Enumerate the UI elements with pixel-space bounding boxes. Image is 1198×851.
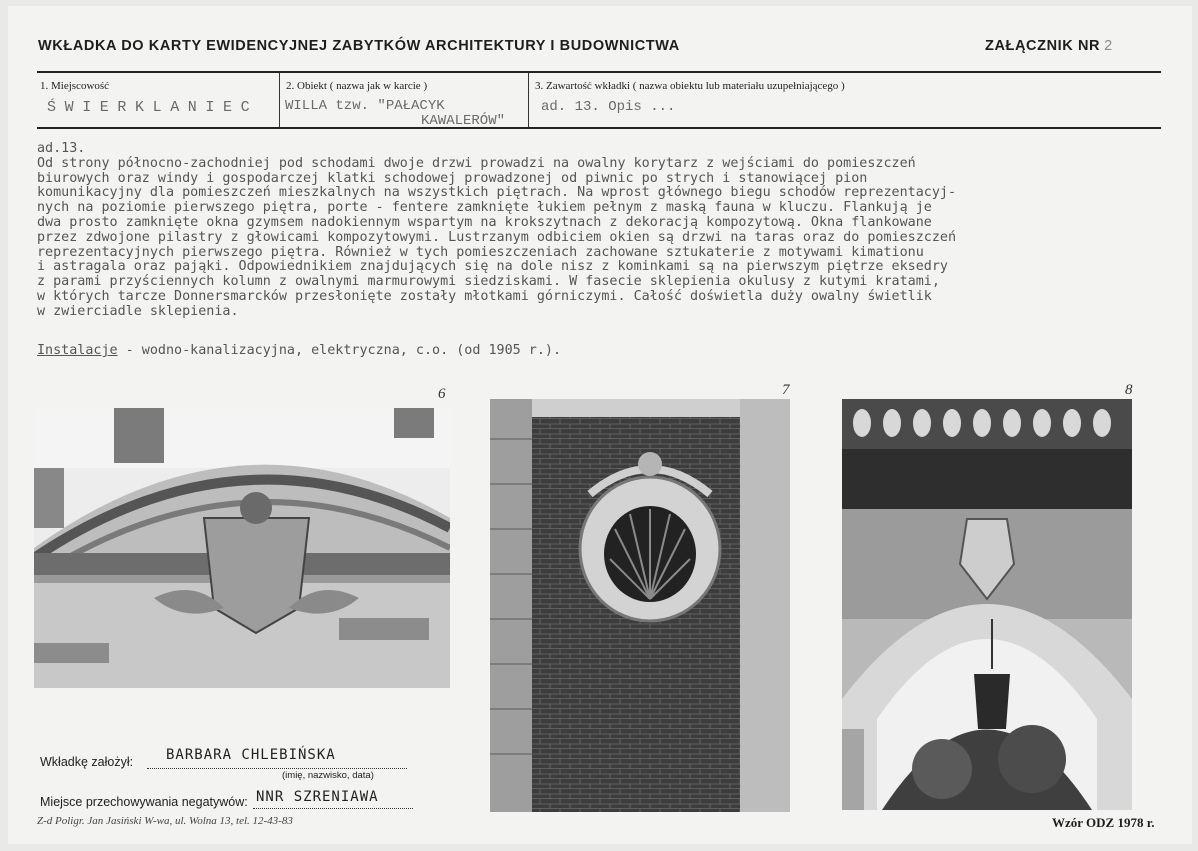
negatives-label: Miejsce przechowywania negatywów:	[40, 795, 248, 809]
description-line: i astragala oraz pająki. Odpowiednikiem znajdujących się na dole nisz z kominkami są na pierwszym piętrze eksedry	[37, 259, 948, 275]
object-value-line2: KAWALERÓW"	[421, 113, 506, 129]
photo-number-8: 8	[1125, 382, 1133, 398]
form-designation: Wzór ODZ 1978 r.	[1052, 815, 1155, 830]
description-line: ad.13.	[37, 141, 86, 156]
field-divider	[528, 73, 529, 127]
founder-hint: (imię, nazwisko, data)	[282, 770, 374, 781]
founder-label: Wkładkę założył:	[40, 755, 134, 769]
description-line: z parami przyściennych kolumn z owalnymi marmurowymi siedziskami. W fasecie sklepienia okulusy z kutymi kratami,	[37, 274, 940, 290]
installations-label: Instalacje	[37, 343, 118, 358]
description-line: reprezentacyjnych pierwszego piętra. Również w tych pomieszczeniach zachowane sztukaterie z motywami kimationu	[37, 244, 924, 260]
object-label: 2. Obiekt ( nazwa jak w karcie )	[286, 80, 428, 92]
description-line: w których tarcze Donnersmarcków przesłonięte zostały młotkami górniczymi. Całość doświetla duży owalny świetlik	[37, 288, 932, 304]
locality-label: 1. Miejscowość	[40, 80, 110, 92]
top-rule	[37, 71, 1161, 73]
description-line: biurowych oraz windy i gospodarczej klatki schodowej prowadzonej od piwnic po strych i stanowiącej pion	[37, 170, 868, 186]
photo-oculus-window	[490, 399, 790, 812]
description-line: Od strony północno-zachodniej pod schodami dwoje drzwi prowadzi na owalny korytarz z wejściami do pomieszczeń	[37, 155, 916, 171]
description-line: nych na poziomie pierwszego piętra, porte - fentere zamknięte łukiem pełnym z maską fauna w kluczu. Flankują je	[37, 200, 932, 216]
description-line: dwa prosto zamknięte okna gzymsem nadokiennym wspartym na krokszytnach z dekoracją kompozytową. Okna flankowane	[37, 214, 932, 230]
attachment-label: ZAŁĄCZNIK NR	[985, 38, 1101, 54]
photo-number-6: 6	[438, 386, 446, 402]
object-value-line1: WILLA tzw. "PAŁACYK	[285, 98, 445, 114]
page-title: WKŁADKA DO KARTY EWIDENCYJNEJ ZABYTKÓW ARCHITEKTURY I BUDOWNICTWA	[38, 38, 680, 54]
photo-number-7: 7	[782, 382, 790, 398]
negatives-value: NNR SZRENIAWA	[256, 789, 379, 805]
locality-value: ŚWIERKLANIEC	[47, 99, 259, 116]
field-divider	[279, 73, 280, 127]
description-line: przez zdwojone pilastry z głowicami kompozytowymi. Lustrzanym odbiciem okien są drzwi na taras oraz do pomieszczeń	[37, 229, 957, 245]
description-line: w zwierciadle sklepienia.	[37, 303, 239, 319]
description-line: komunikacyjny dla pomieszczeń mieszkalnych na wszystkich piętrach. Na wprost głównego biegu schodów reprezentacyj-	[37, 185, 957, 201]
content-value: ad. 13. Opis ...	[541, 99, 676, 115]
negatives-dotted-line	[253, 808, 413, 809]
installations-text: - wodno-kanalizacyjna, elektryczna, c.o. (od 1905 r.).	[117, 343, 562, 358]
installations-line	[37, 343, 561, 358]
fields-bottom-rule	[37, 127, 1161, 129]
attachment-number	[985, 38, 1113, 54]
content-label: 3. Zawartość wkładki ( nazwa obiektu lub materiału uzupełniającego )	[535, 80, 845, 92]
printer-imprint: Z-d Poligr. Jan Jasiński W-wa, ul. Wolna 13, tel. 12-43-83	[37, 815, 293, 827]
founder-value: BARBARA CHLEBIŃSKA	[166, 747, 336, 763]
description-text	[37, 142, 1187, 320]
photo-arch-lantern	[842, 399, 1132, 810]
founder-dotted-line	[147, 768, 407, 769]
photo-pediment	[34, 408, 450, 688]
attachment-value: 2	[1104, 38, 1113, 54]
